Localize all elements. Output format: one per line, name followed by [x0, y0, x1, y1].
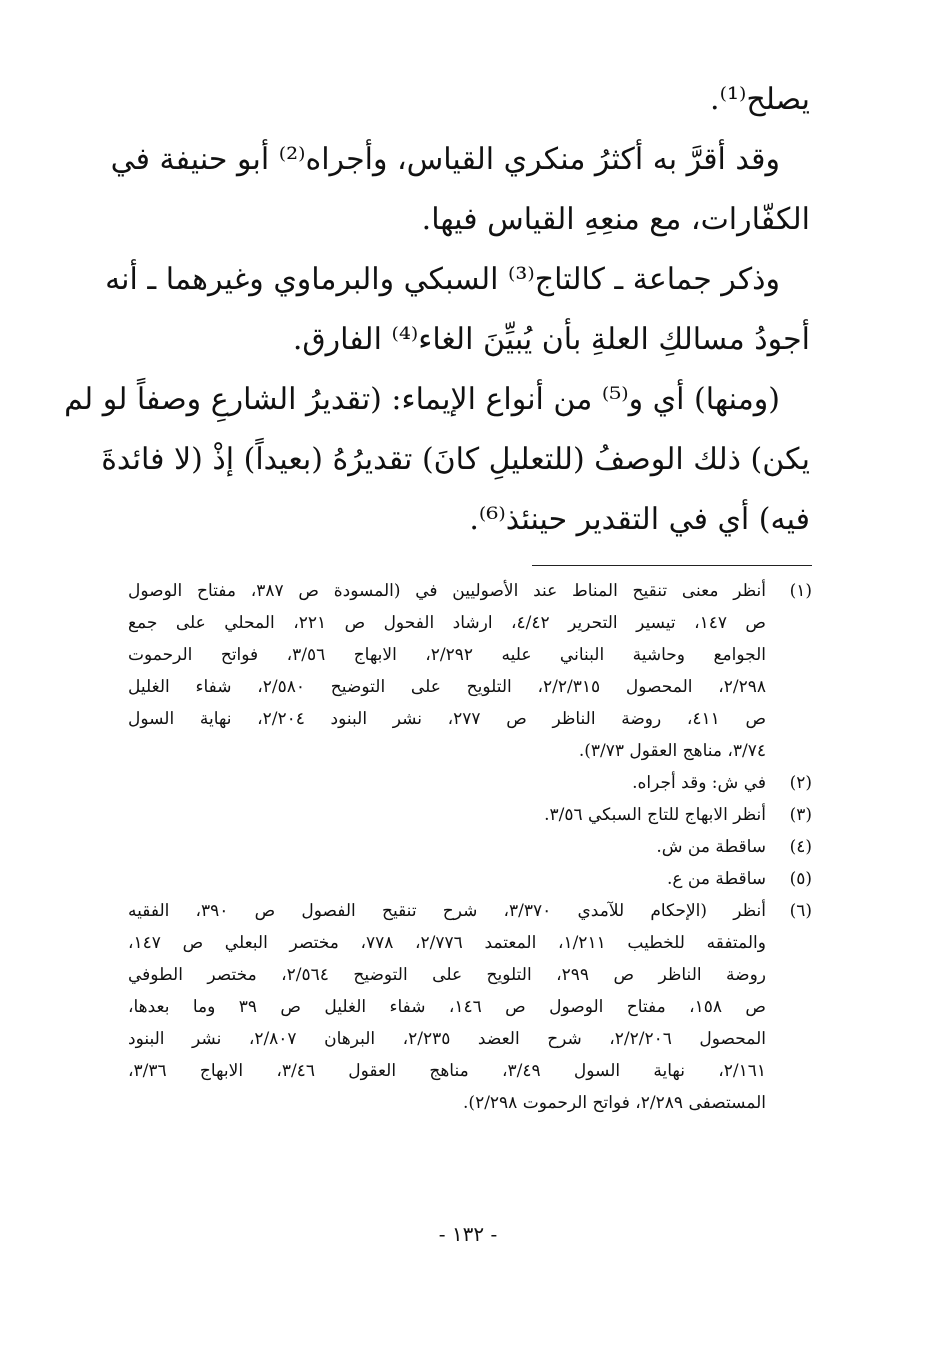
footnote-line: ساقطة من ع.	[666, 869, 766, 889]
footnote-number: (٢)	[789, 773, 812, 793]
footnote-line: ص ١٥٨، مفتاح الوصول ص ١٤٦، شفاء الغليل ص ٣٩ وما بعدها،	[128, 997, 766, 1017]
footnote-item	[128, 575, 812, 767]
body-line: يصلح⁽¹⁾.	[710, 82, 810, 117]
footnote-line: روضة الناظر ص ٢٩٩، التلويح على التوضيح ٢/٥٦٤، مختصر الطوفي	[128, 965, 767, 985]
footnote-item	[128, 863, 812, 895]
footnote-line: أنظر الابهاج للتاج السبكي ٣/٥٦.	[544, 805, 766, 825]
body-line: وذكر جماعة ـ كالتاج⁽³⁾ السبكي والبرماوي وغيرهما ـ أنه	[105, 262, 780, 297]
footnote-line: ساقطة من ش.	[656, 837, 766, 857]
footnote-line: أنظر (الإحكام للآمدي ٣/٣٧٠، شرح تنقيح الفصول ص ٣٩٠، الفقيه	[128, 901, 766, 921]
footnote-item	[128, 895, 812, 1119]
footnote-line: المحصول ٢/٢/٢٠٦، شرح العضد ٢/٢٣٥، البرهان ٢/٨٠٧، نشر البنود	[128, 1029, 766, 1049]
footnote-line: ص ١٤٧، تيسير التحرير ٤/٤٢، ارشاد الفحول ص ٢٢١، المحلي على جمع	[128, 613, 766, 633]
footnote-text	[128, 895, 766, 1119]
main-text	[64, 70, 810, 550]
body-line: فيه) أي في التقدير حينئذ⁽⁶⁾.	[469, 502, 810, 537]
footnote-line: ٢/١٦١، نهاية السول ٣/٤٩، مناهج العقول ٣/٤٦، الابهاج ٣/٣٦،	[128, 1061, 767, 1081]
footnote-number: (٤)	[789, 837, 812, 857]
footnote-text	[128, 799, 766, 831]
body-line: وقد أقرَّ به أكثرُ منكري القياس، وأجراه⁽²⁾ أبو حنيفة في	[110, 142, 780, 177]
footnote-number: (١)	[789, 581, 812, 601]
footnote-number: (٦)	[789, 901, 812, 921]
footnote-line: ص ٤١١، روضة الناظر ص ٢٧٧، نشر البنود ٢/٢٠٤، نهاية السول	[128, 709, 766, 729]
footnote-text	[128, 831, 766, 863]
body-line: الكفّارات، مع منعِهِ القياس فيها.	[421, 202, 810, 237]
footnote-number: (٥)	[789, 869, 812, 889]
footnote-item	[128, 799, 812, 831]
footnote-text	[128, 575, 766, 767]
footnote-text	[128, 863, 766, 895]
footnote-item	[128, 767, 812, 799]
footnote-line: الجوامع وحاشية البناني عليه ٢/٢٩٢، الابهاج ٣/٥٦، فواتح الرحموت	[128, 645, 766, 665]
footnote-item	[128, 831, 812, 863]
footnote-text	[128, 767, 766, 799]
footnote-line: ٢/٢٩٨، المحصول ٢/٢/٣١٥، التلويح على التوضيح ٢/٥٨٠، شفاء الغليل	[128, 677, 766, 697]
page-number: - ١٣٢ -	[438, 1222, 498, 1246]
footnote-line: ٣/٧٤، مناهج العقول ٣/٧٣).	[578, 741, 766, 761]
body-line: (ومنها) أي و⁽⁵⁾ من أنواع الإيماء: (تقديرُ الشارعِ وصفاً لو لم	[64, 382, 780, 417]
body-line: أجودُ مسالكِ العلةِ بأن يُبيِّنَ الغاء⁽⁴⁾ الفارق.	[292, 322, 810, 357]
body-line: يكن) ذلك الوصفُ (للتعليلِ كانَ) تقديرُهُ (بعيداً) إذْ (لا فائدةَ	[101, 442, 810, 477]
footnote-line: في ش: وقد أجراه.	[632, 773, 766, 793]
footnote-line: المستصفى ٢/٢٨٩، فواتح الرحموت ٢/٢٩٨).	[463, 1093, 766, 1113]
footnote-line: أنظر معنى تنقيح المناط عند الأصوليين في (المسودة ص ٣٨٧، مفتاح الوصول	[128, 581, 766, 601]
footnote-separator	[532, 565, 812, 566]
footnote-number: (٣)	[789, 805, 812, 825]
footnote-line: والمتفقه للخطيب ١/٢١١، المعتمد ٢/٧٧٦، ٧٧٨، مختصر البعلي ص ١٤٧،	[128, 933, 766, 953]
footnotes	[128, 575, 812, 1119]
